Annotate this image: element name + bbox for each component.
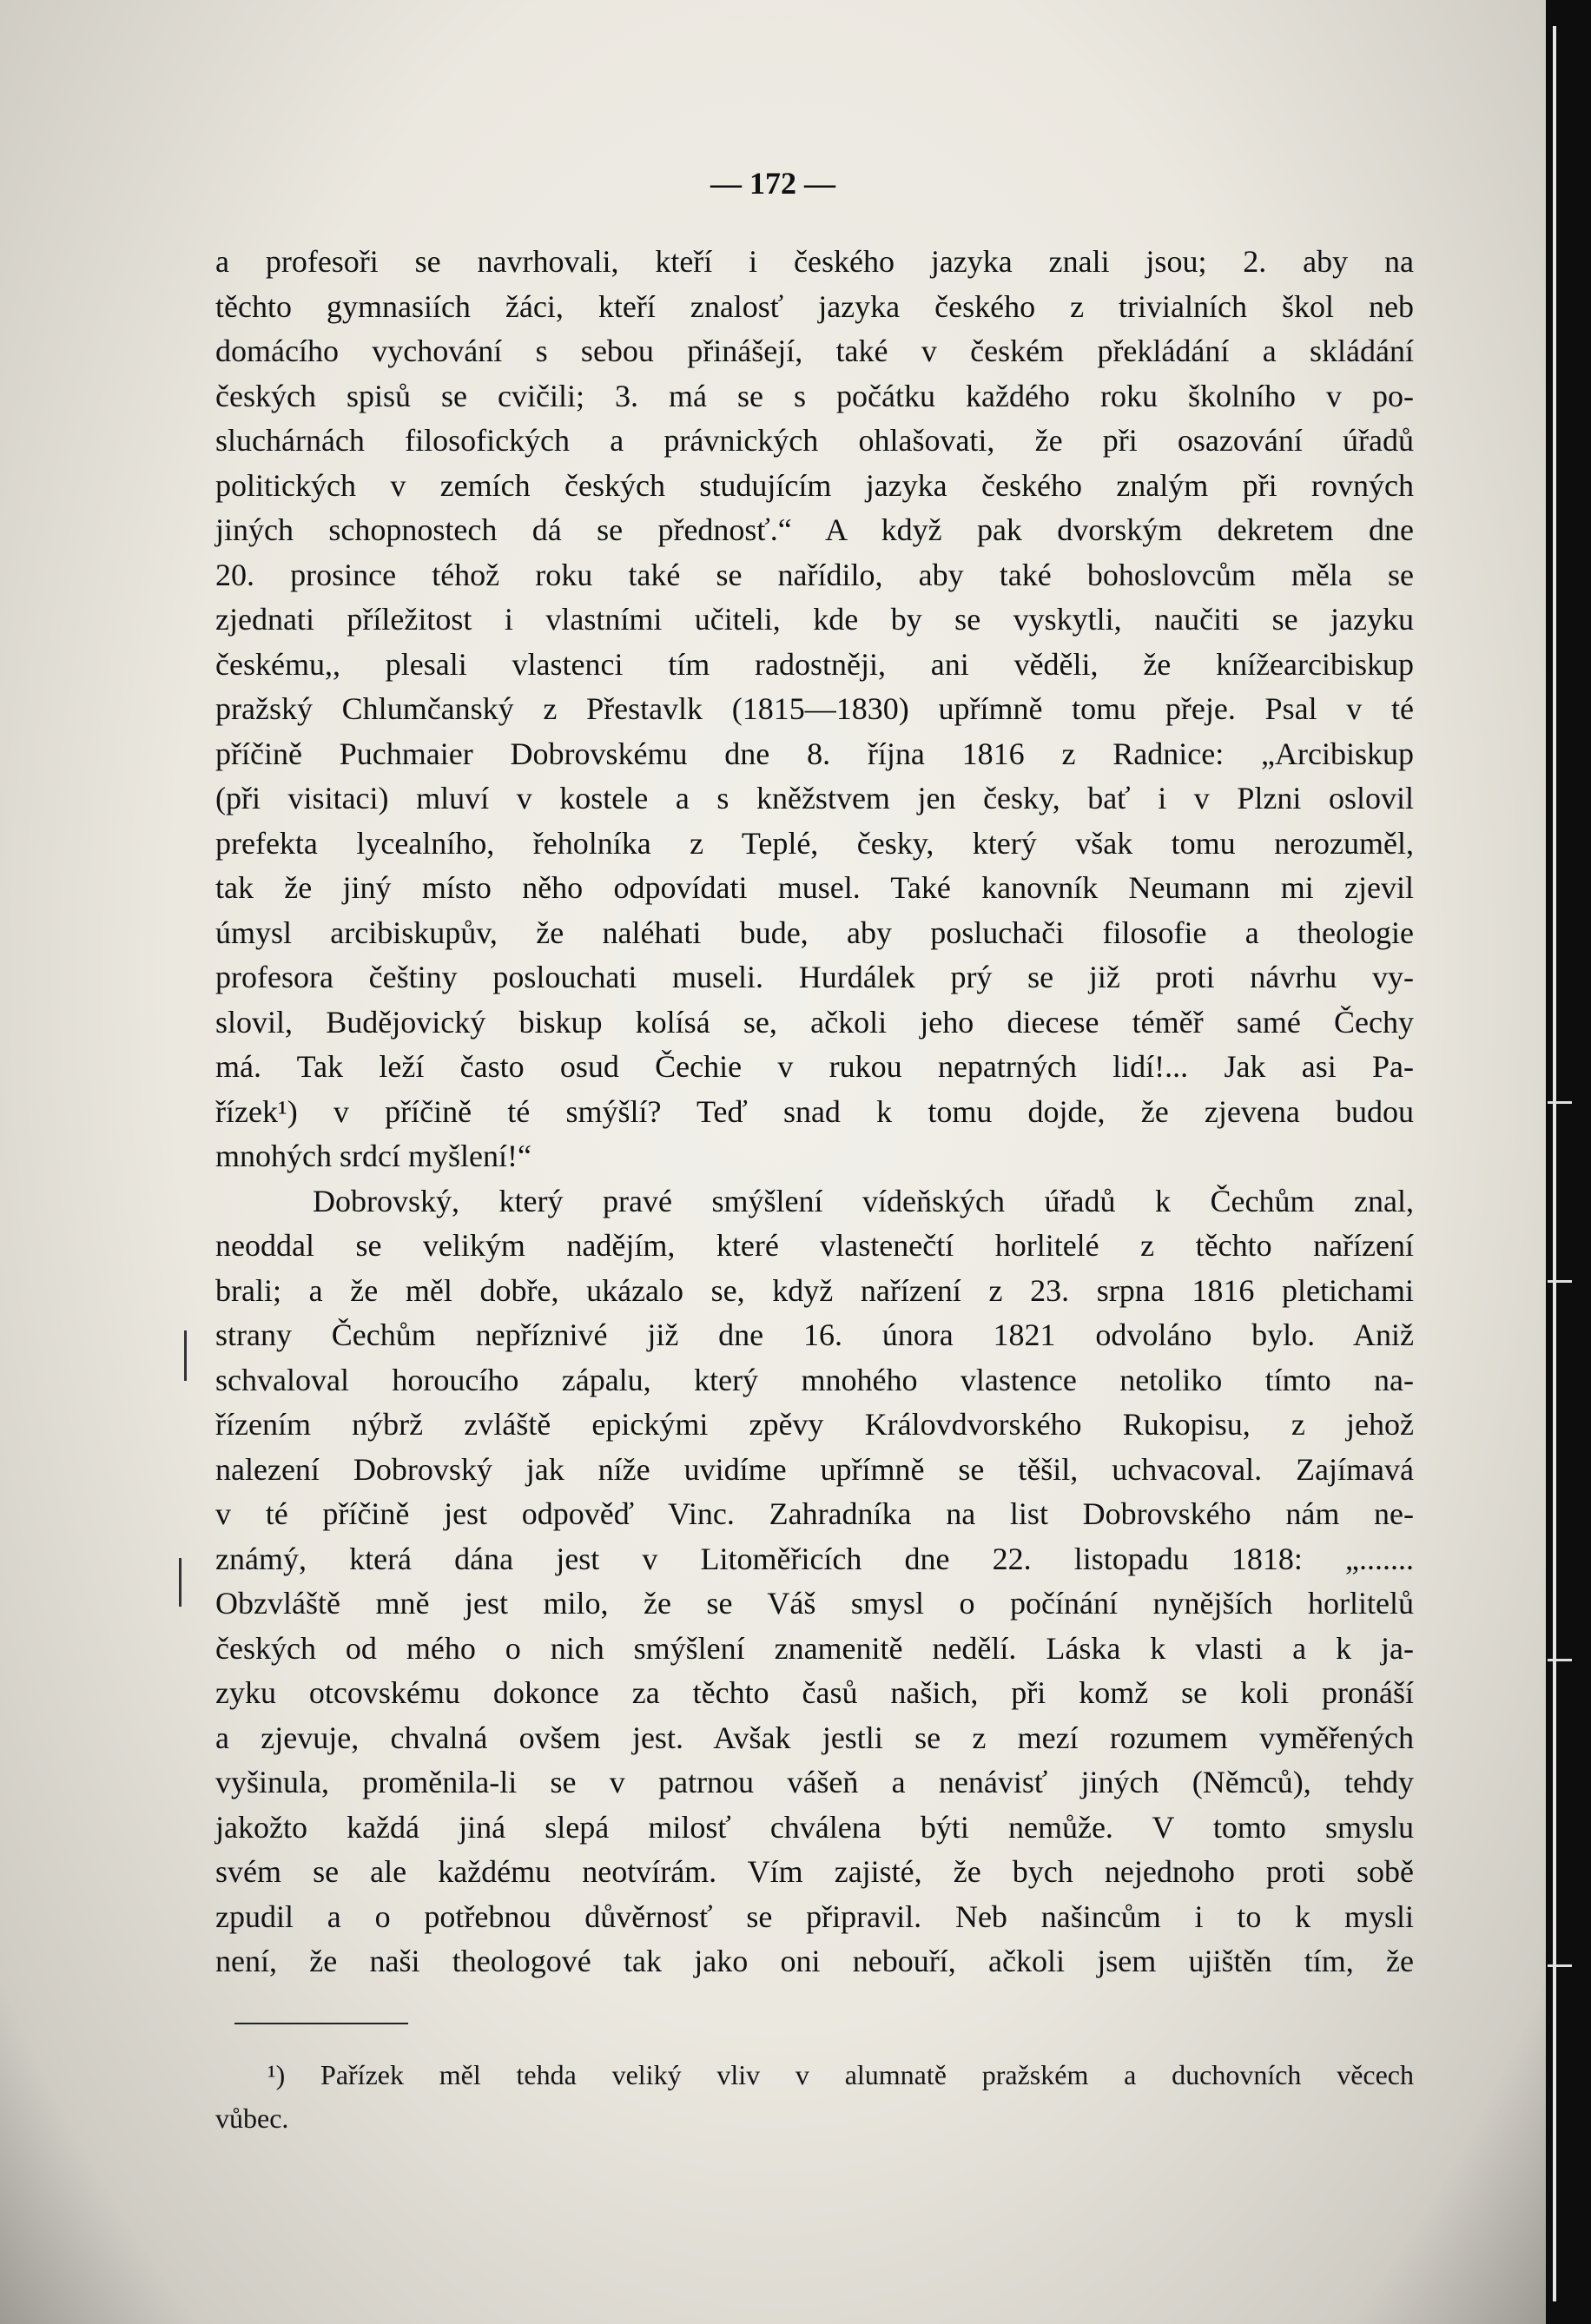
margin-pencil-mark (184, 1330, 187, 1381)
body-text (215, 240, 1414, 1984)
text-line: českých spisů se cvičili; 3. má se s počátku každého roku školního v po- (215, 378, 1414, 413)
text-line: vyšinula, proměnila-li se v patrnou vášeň a nenávisť jiných (Němců), tehdy (215, 1765, 1414, 1799)
footnote-line: vůbec. (215, 2103, 289, 2134)
page-number: — 172 — (710, 166, 835, 201)
text-line: českých od mého o nich smýšlení znamenitě nedělí. Láska k vlasti a k ja- (215, 1630, 1414, 1666)
text-line: pražský Chlumčanský z Přestavlk (1815—1830) upřímně tomu přeje. Psal v té (215, 691, 1414, 726)
text-line: českému,, plesali vlastenci tím radostněji, ani věděli, že knížearcibiskup (215, 646, 1414, 682)
text-line: (při visitaci) mluví v kostele a s kněžstvem jen česky, bať i v Plzni oslovil (215, 781, 1414, 815)
text-line: 20. prosince téhož roku také se nařídilo, aby také bohoslovcům měla se (215, 557, 1414, 592)
text-line: Obzvláště mně jest milo, že se Váš smysl o počínání nynějších horlitelů (215, 1586, 1414, 1621)
footnote (215, 2053, 1414, 2140)
margin-pencil-mark (179, 1558, 182, 1607)
footnote-divider (234, 2023, 408, 2024)
text-line: Dobrovský, který pravé smýšlení vídeňských úřadů k Čechům znal, (313, 1183, 1414, 1218)
text-line: těchto gymnasiích žáci, kteří znalosť jazyka českého z trivialních škol neb (215, 288, 1414, 324)
text-line: není, že naši theologové tak jako oni nebouří, ačkoli jsem ujištěn tím, že (215, 1944, 1414, 1978)
text-line: svém se ale každému neotvírám. Vím zajisté, že bych nejednoho proti sobě (215, 1854, 1414, 1889)
text-line: sluchárnách filosofických a právnických ohlašovati, že při osazování úřadů (215, 423, 1414, 458)
text-line: prefekta lycealního, řeholníka z Teplé, česky, který však tomu nerozuměl, (215, 825, 1414, 861)
scan-edge-tick (1548, 1964, 1572, 1967)
text-line: známý, která dána jest v Litoměřicích dne 22. listopadu 1818: „....... (215, 1541, 1414, 1576)
text-line: mnohých srdcí myšlení!“ (215, 1139, 531, 1173)
text-line: řízením nýbrž zvláště epickými zpěvy Královdvorského Rukopisu, z jehož (215, 1407, 1414, 1442)
scan-edge-tick (1548, 1659, 1572, 1661)
text-line: domácího vychování s sebou přinášejí, také v českém překládání a skládání (215, 333, 1414, 368)
text-line: politických v zemích českých studujícím jazyka českého znalým při rovných (215, 467, 1414, 503)
text-line: jakožto každá jiná slepá milosť chválena býti nemůže. V tomto smyslu (215, 1809, 1414, 1845)
text-line: strany Čechům nepříznivé již dne 16. února 1821 odvoláno bylo. Aniž (215, 1317, 1414, 1352)
text-line: zpudil a o potřebnou důvěrnosť se připravil. Neb našincům i to k mysli (215, 1898, 1414, 1934)
footnote-line: ¹) Pařízek měl tehda veliký vliv v alumnatě pražském a duchovních věcech (267, 2059, 1414, 2090)
scan-edge-tick (1548, 1280, 1572, 1283)
scan-edge-tick (1548, 1101, 1572, 1104)
text-line: slovil, Budějovický biskup kolísá se, ačkoli jeho diecese téměř samé Čechy (215, 1004, 1414, 1040)
text-line: příčině Puchmaier Dobrovskému dne 8. října 1816 z Radnice: „Arcibiskup (215, 736, 1414, 771)
text-line: má. Tak leží často osud Čechie v rukou nepatrných lidí!... Jak asi Pa- (215, 1049, 1414, 1084)
text-line: brali; a že měl dobře, ukázalo se, když nařízení z 23. srpna 1816 pletichami (215, 1272, 1414, 1308)
text-line: schvaloval horoucího zápalu, který mnohého vlastence netoliko tímto na- (215, 1362, 1414, 1397)
text-line: zyku otcovskému dokonce za těchto časů našich, při komž se koli pronáší (215, 1675, 1414, 1710)
text-line: tak že jiný místo něho odpovídati musel. Také kanovník Neumann mi zjevil (215, 870, 1414, 905)
text-line: a zjevuje, chvalná ovšem jest. Avšak jestli se z mezí rozumem vyměřených (215, 1720, 1414, 1755)
text-line: zjednati příležitost i vlastními učiteli, kde by se vyskytli, naučiti se jazyku (215, 602, 1414, 637)
text-line: řízek¹) v příčině té smýšlí? Teď snad k tomu dojde, že zjevena budou (215, 1093, 1414, 1129)
text-line: profesora češtiny poslouchati museli. Hurdálek prý se již proti návrhu vy- (215, 960, 1414, 994)
text-line: a profesoři se navrhovali, kteří i českého jazyka znali jsou; 2. aby na (215, 244, 1414, 279)
text-line: v té příčině jest odpověď Vinc. Zahradníka na list Dobrovského nám ne- (215, 1496, 1414, 1531)
text-line: jiných schopnostech dá se přednosť.“ A když pak dvorským dekretem dne (215, 512, 1414, 547)
text-line: úmysl arcibiskupův, že naléhati bude, aby posluchači filosofie a theologie (215, 914, 1414, 950)
text-line: neoddal se velikým nadějím, které vlastenečtí horlitelé z těchto nařízení (215, 1228, 1414, 1263)
scan-edge-line (1553, 26, 1556, 2301)
text-line: nalezení Dobrovský jak níže uvidíme upřímně se těšil, uchvacoval. Zajímavá (215, 1451, 1414, 1487)
